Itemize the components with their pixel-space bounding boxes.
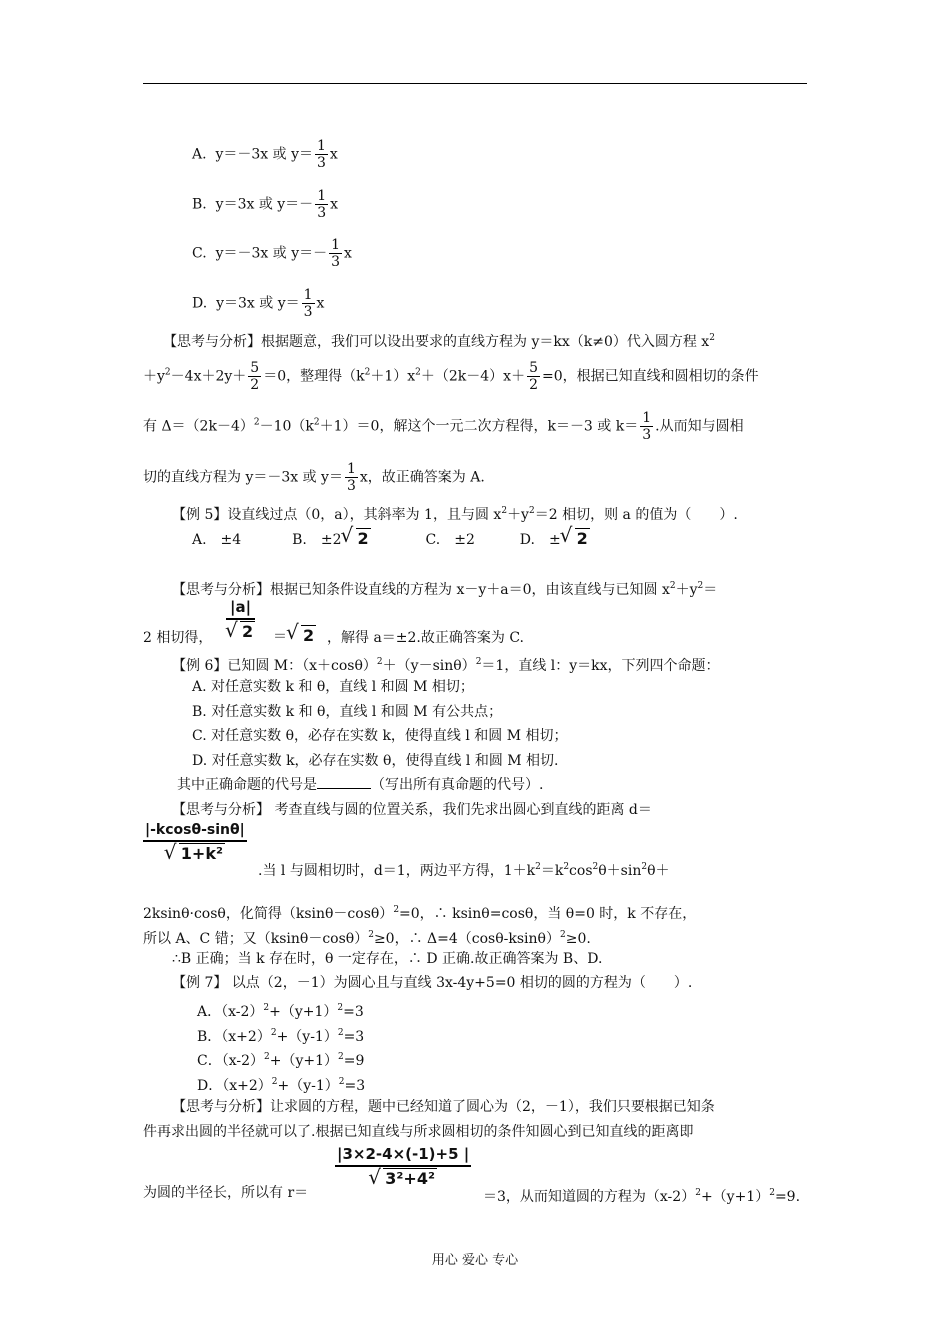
analysis6-line5: ∴B 正确；当 k 存在时，θ 一定存在，∴ D 正确.故正确答案为 B、D. bbox=[172, 951, 603, 967]
ex5-option-a: A. ±4 bbox=[192, 532, 242, 548]
analysis5-line2-start: 2 相切得， bbox=[143, 630, 213, 646]
analysis4-line3: 有 $\Delta=(2k-4)^2-10(k^2+1)=0$，解这个一元二次方程得，k＝－3 或 k＝ $\frac{1}{3}$ .从而知与圆相 bbox=[143, 410, 744, 443]
ex5-option-c: C. ±2 bbox=[425, 532, 475, 548]
analysis6-line4: 所以 A、C 错；又$(ksin\theta-\cos\theta)^2\ge 0$，∴ $\Delta=4(\cos\theta-ksin\theta)^2\ge 0$. bbox=[143, 930, 591, 947]
example6-option-d: D. 对任意实数 k，必存在实数 θ，使得直线 l 和圆 M 相切. bbox=[192, 753, 559, 769]
sqrt-symbol: √ 2 bbox=[342, 530, 371, 548]
example5-stem: 【例 5】设直线过点（0，a），其斜率为 1，且与圆 $x^2+y^2=2$ 相切，则 a 的值为（ ）. bbox=[172, 506, 738, 523]
page-footer: 用心 爱心 专心 bbox=[431, 1253, 519, 1268]
example6-option-b: B. 对任意实数 k 和 θ，直线 l 和圆 M 有公共点； bbox=[192, 704, 503, 720]
header-rule bbox=[143, 83, 807, 84]
analysis7-line1: 【思考与分析】让求圆的方程，题中已经知道了圆心为（2，－1），我们只要根据已知条 bbox=[172, 1099, 715, 1115]
analysis7-line2: 件再求出圆的半径就可以了.根据已知直线与所求圆相切的条件知圆心到已知直线的距离即 bbox=[143, 1124, 694, 1140]
example7-stem: 【例 7】 以点（2，－1）为圆心且与直线 3x-4y+5=0 相切的圆的方程为（ ）. bbox=[172, 975, 693, 991]
analysis4-line2: $+y^2-4x+2y+$ $\frac{5}{2}$ ＝0，整理得$(k^2+1)x^2+(2k-4)x+$ $\frac{5}{2}$ =0，根据已知直线和圆相切的条件 bbox=[143, 360, 759, 393]
example5-options bbox=[192, 530, 590, 549]
analysis4-line1: 【思考与分析】根据题意，我们可以设出要求的直线方程为 y＝kx（k≠0）代入圆方程 $x^2$ bbox=[163, 333, 715, 350]
q4-option-b: B. y＝3x 或 y＝－ $\frac{1}{3}$ x bbox=[192, 188, 339, 221]
analysis5-distance-fraction: |a| √ 2 bbox=[226, 598, 255, 641]
analysis6-line2: .当 l 与圆相切时，d＝1，两边平方得，$1+k^2=k^2\cos^2\theta+\sin^2\theta+$ bbox=[258, 862, 670, 879]
example7-option-b: B．$(x+2)^2+(y-1)^2=3$ bbox=[197, 1028, 365, 1045]
example7-option-c: C．$(x-2)^2+(y+1)^2=9$ bbox=[197, 1052, 365, 1069]
q4-option-a: A. y＝－3x 或 y＝ $\frac{1}{3}$ x bbox=[192, 138, 338, 171]
analysis7-radius-fraction: |3×2-4×(-1)+5 | √ 3²+4² bbox=[335, 1145, 471, 1188]
answer-blank bbox=[317, 776, 371, 789]
analysis5-eq-sqrt: ＝√ 2 bbox=[273, 627, 316, 646]
analysis5-line2-end: ，解得 a＝±2.故正确答案为 C. bbox=[327, 630, 524, 646]
example6-stem: 【例 6】已知圆 M：$(x+\cos\theta)^2+(y-\sin\theta)^2=1$，直线 l：y＝kx，下列四个命题： bbox=[172, 657, 720, 674]
example7-option-d: D．$(x+2)^2+(y-1)^2=3$ bbox=[197, 1077, 366, 1094]
example6-question: 其中正确命题的代号是 （写出所有真命题的代号）. bbox=[177, 777, 544, 793]
analysis6-line1: 【思考与分析】 考查直线与圆的位置关系，我们先求出圆心到直线的距离 d＝ bbox=[172, 802, 652, 818]
analysis5-line1: 【思考与分析】根据已知条件设直线的方程为 x－y＋a＝0，由该直线与已知圆 $x^2+y^2=$ bbox=[172, 581, 718, 598]
q4-option-d: D. y＝3x 或 y＝ $\frac{1}{3}$ x bbox=[192, 287, 325, 320]
q4-option-c: C. y＝－3x 或 y＝－ $\frac{1}{3}$ x bbox=[192, 237, 352, 270]
analysis7-line3-end: ＝3，从而知道圆的方程为$(x-2)^2+(y+1)^2=9$. bbox=[483, 1188, 801, 1205]
ex5-option-d: D. ±√ 2 bbox=[520, 532, 590, 548]
example6-option-c: C. 对任意实数 θ，必存在实数 k，使得直线 l 和圆 M 相切； bbox=[192, 728, 568, 744]
analysis6-line3: 2ksinθ·cosθ，化简得$(ksin\theta-\cos\theta)^2=0$，∴ ksinθ=cosθ，当 θ=0 时，k 不存在， bbox=[143, 905, 697, 922]
analysis6-distance-fraction: |-kcosθ-sinθ| √ 1+k² bbox=[143, 822, 247, 863]
sqrt-symbol: √ 2 bbox=[561, 530, 590, 548]
example7-option-a: A．$(x-2)^2+(y+1)^2=3$ bbox=[197, 1003, 364, 1020]
analysis7-line3-start: 为圆的半径长，所以有 r＝ bbox=[143, 1185, 309, 1201]
example6-option-a: A. 对任意实数 k 和 θ，直线 l 和圆 M 相切； bbox=[192, 679, 474, 695]
ex5-option-b: B. ±2√ 2 bbox=[292, 532, 371, 548]
analysis4-line4: 切的直线方程为 y＝－3x 或 y＝ $\frac{1}{3}$ x，故正确答案为 A. bbox=[143, 461, 485, 494]
